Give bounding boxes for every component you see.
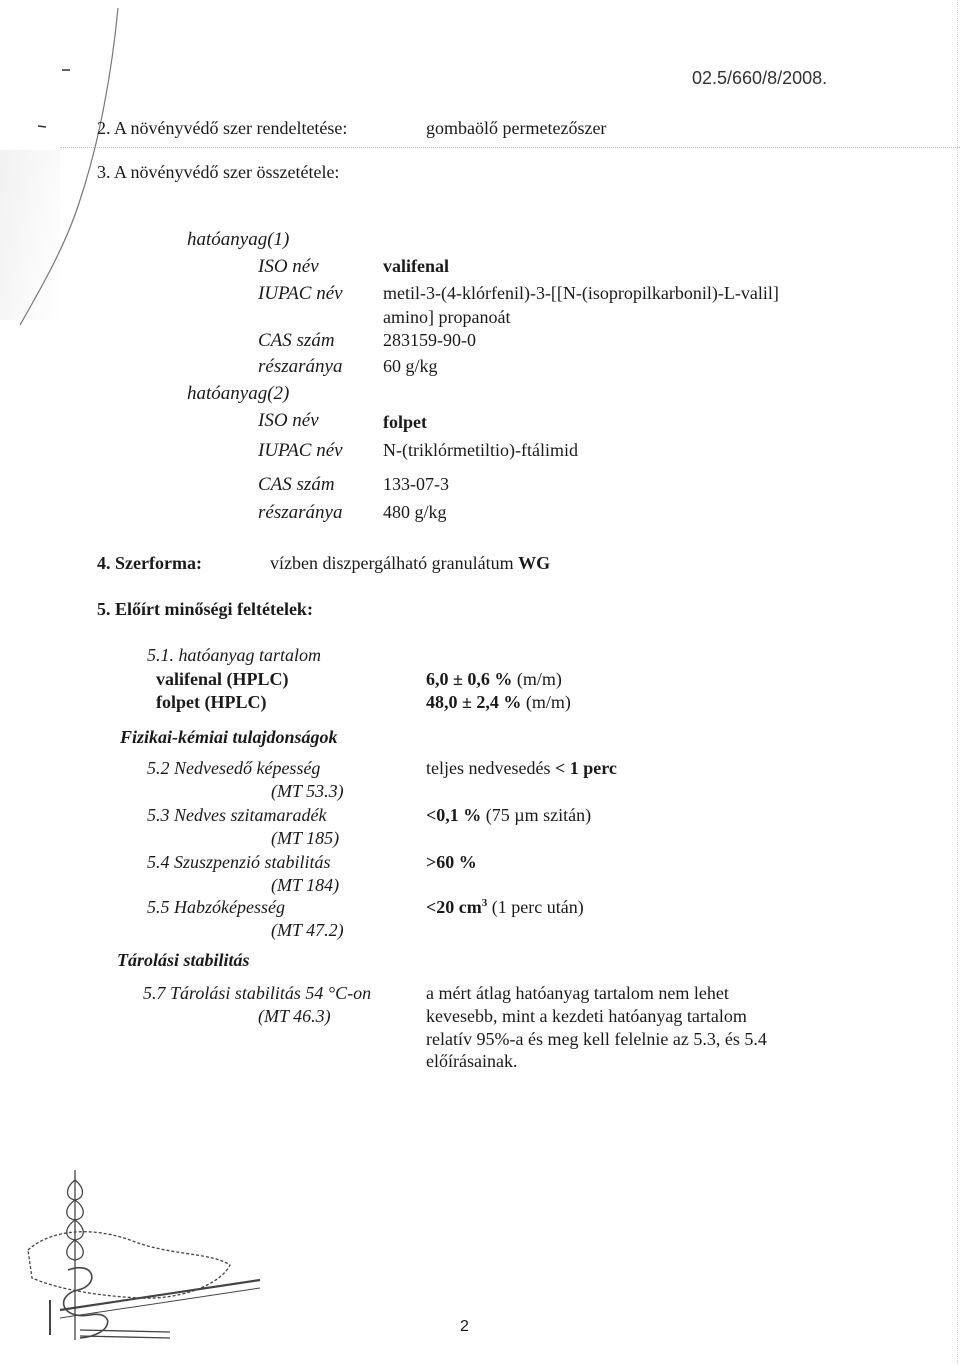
storage-name: 5.7 Tárolási stabilitás 54 °C-on bbox=[143, 983, 372, 1003]
section-5-label: 5. Előírt minőségi feltételek: bbox=[97, 599, 313, 619]
share-label: részaránya bbox=[258, 502, 343, 523]
physchem-method: (MT 47.2) bbox=[271, 920, 344, 940]
section-4-value bbox=[270, 553, 550, 574]
iso-label: ISO név bbox=[258, 410, 319, 431]
iupac-value-line-1: N-(triklórmetiltio)-ftálimid bbox=[383, 440, 578, 460]
cas-value: 133-07-3 bbox=[383, 474, 449, 494]
section-4-label: 4. Szerforma: bbox=[97, 553, 202, 573]
storage-text-line: relatív 95%-a és meg kell felelnie az 5.3, és 5.4 bbox=[426, 1029, 767, 1049]
ministry-emblem bbox=[20, 1160, 280, 1350]
physchem-heading: Fizikai-kémiai tulajdonságok bbox=[120, 727, 338, 747]
iupac-value-line-1: metil-3-(4-klórfenil)-3-[[N-(isopropilkarbonil)-L-valil] bbox=[383, 283, 779, 303]
content-row-name: folpet (HPLC) bbox=[156, 692, 267, 712]
section-3-label: 3. A növényvédő szer összetétele: bbox=[97, 162, 340, 182]
iso-value-folpet: folpet bbox=[383, 412, 427, 432]
content-heading: 5.1. hatóanyag tartalom bbox=[147, 645, 321, 665]
storage-method: (MT 46.3) bbox=[258, 1006, 331, 1026]
value-text: teljes nedvesedés bbox=[426, 758, 555, 778]
iupac-label: IUPAC név bbox=[258, 440, 343, 461]
cas-value: 283159-90-0 bbox=[383, 330, 476, 350]
content-unit: (m/m) bbox=[525, 692, 571, 712]
physchem-name: 5.4 Szuszpenzió stabilitás bbox=[147, 852, 331, 872]
value-superscript: 3 bbox=[481, 897, 488, 909]
content-amount: 48,0 ± 2,4 % bbox=[426, 692, 522, 712]
value-bold: < 1 perc bbox=[554, 758, 617, 778]
cas-label: CAS szám bbox=[258, 474, 335, 495]
storage-text-line: kevesebb, mint a kezdeti hatóanyag tartalom bbox=[426, 1006, 747, 1026]
share-value: 480 g/kg bbox=[383, 502, 447, 522]
formulation-code: WG bbox=[518, 553, 551, 573]
storage-text-line: a mért átlag hatóanyag tartalom nem lehet bbox=[426, 983, 729, 1003]
value-text: (75 µm szitán) bbox=[481, 805, 592, 825]
ingredient-1-heading: hatóanyag(1) bbox=[187, 229, 290, 250]
ingredient-2-heading: hatóanyag(2) bbox=[187, 383, 290, 404]
document-reference: 02.5/660/8/2008. bbox=[692, 68, 828, 88]
storage-text-line: előírásainak. bbox=[426, 1051, 518, 1071]
content-row-value bbox=[426, 669, 562, 690]
iupac-label: IUPAC név bbox=[258, 283, 343, 304]
section-2-value: gombaölő permetezőszer bbox=[426, 118, 607, 138]
content-row-value bbox=[426, 692, 571, 713]
content-row-name: valifenal (HPLC) bbox=[156, 669, 289, 689]
scan-edge bbox=[956, 0, 958, 1365]
physchem-value bbox=[426, 805, 591, 826]
value-bold: >60 % bbox=[426, 852, 477, 872]
physchem-method: (MT 53.3) bbox=[271, 781, 344, 801]
cas-label: CAS szám bbox=[258, 330, 335, 351]
page-number: 2 bbox=[460, 1318, 469, 1335]
physchem-name: 5.2 Nedvesedő képesség bbox=[147, 758, 321, 778]
share-label: részaránya bbox=[258, 356, 343, 377]
iso-label: ISO név bbox=[258, 256, 319, 277]
iso-value-valifenal: valifenal bbox=[383, 256, 449, 276]
section-2-label: 2. A növényvédő szer rendeltetése: bbox=[97, 118, 348, 138]
physchem-value bbox=[426, 897, 584, 918]
physchem-name: 5.3 Nedves szitamaradék bbox=[147, 805, 327, 825]
value-bold: <0,1 % bbox=[426, 805, 482, 825]
physchem-name: 5.5 Habzóképesség bbox=[147, 897, 285, 917]
dotted-rule bbox=[60, 147, 960, 148]
physchem-method: (MT 185) bbox=[271, 828, 340, 848]
value-text: (1 perc után) bbox=[487, 897, 584, 917]
physchem-value bbox=[426, 852, 477, 873]
storage-heading: Tárolási stabilitás bbox=[117, 950, 250, 970]
formulation-text: vízben diszpergálható granulátum bbox=[270, 553, 514, 573]
content-amount: 6,0 ± 0,6 % bbox=[426, 669, 513, 689]
physchem-value bbox=[426, 758, 617, 779]
share-value: 60 g/kg bbox=[383, 356, 438, 376]
iupac-value-line-2: amino] propanoát bbox=[383, 307, 511, 327]
value-bold: <20 cm bbox=[426, 897, 482, 917]
physchem-method: (MT 184) bbox=[271, 875, 340, 895]
content-unit: (m/m) bbox=[516, 669, 562, 689]
